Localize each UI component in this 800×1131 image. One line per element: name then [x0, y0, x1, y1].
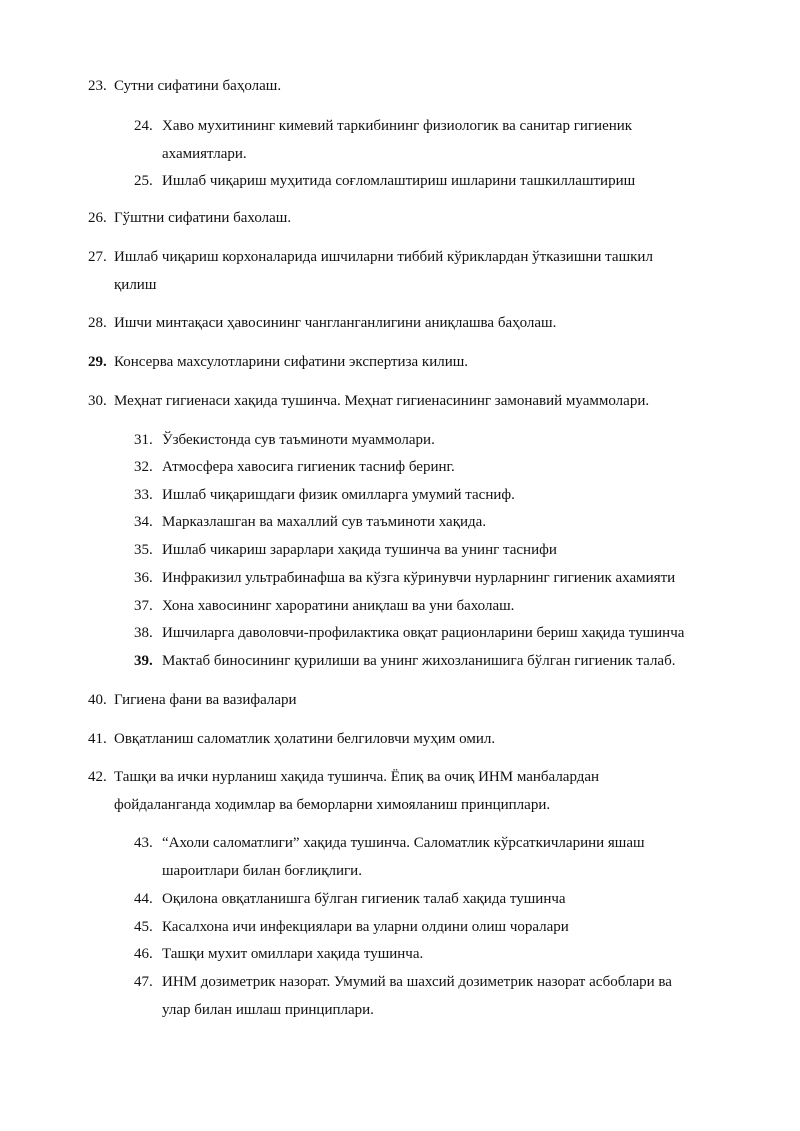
item-number: 27.	[88, 249, 107, 265]
item-number: 47.	[134, 974, 153, 990]
item-text: Гўштни сифатини бахолаш.	[114, 210, 292, 226]
item-text: Консерва махсулотларини сифатини экспертиза килиш.	[114, 354, 469, 370]
item-text: улар билан ишлаш принциплари.	[162, 1002, 374, 1018]
item-number: 36.	[134, 570, 153, 586]
item-number: 40.	[88, 692, 107, 708]
item-text: Ишлаб чиқариш муҳитида соғломлаштириш ишларини ташкиллаштириш	[162, 173, 636, 189]
item-text: Марказлашган ва махаллий сув таъминоти хақида.	[162, 514, 487, 530]
item-text: қилиш	[114, 277, 157, 293]
item-text: Ташқи мухит омиллари хақида тушинча.	[162, 946, 424, 962]
item-number: 28.	[88, 315, 107, 331]
item-number: 29.	[88, 354, 107, 370]
item-number: 42.	[88, 769, 107, 785]
item-number: 38.	[134, 625, 153, 641]
item-text: Ишлаб чикариш зарарлари хақида тушинча ва унинг таснифи	[162, 542, 557, 558]
item-text: Оқилона овқатланишга бўлган гигиеник талаб хақида тушинча	[162, 891, 566, 907]
item-text: ИНМ дозиметрик назорат. Умумий ва шахсий дозиметрик назорат асбоблари ва	[162, 974, 672, 990]
item-number: 45.	[134, 919, 153, 935]
item-text: Овқатланиш саломатлик ҳолатини белгиловчи муҳим омил.	[114, 731, 496, 747]
item-number: 32.	[134, 459, 153, 475]
item-number: 43.	[134, 835, 153, 851]
item-number: 33.	[134, 487, 153, 503]
item-text: Касалхона ичи инфекциялари ва уларни олдини олиш чоралари	[162, 919, 569, 935]
item-text: Ташқи ва ички нурланиш хақида тушинча. Ёпиқ ва очиқ ИНМ манбалардан	[114, 769, 600, 785]
item-number: 31.	[134, 432, 153, 448]
item-text: Хаво мухитининг кимевий таркибининг физиологик ва санитар гигиеник	[162, 118, 633, 134]
item-text: Инфракизил ультрабинафша ва кўзга кўринувчи нурларнинг гигиеник ахамияти	[162, 570, 676, 586]
item-text: Хона хавосининг хароратини аниқлаш ва уни бахолаш.	[162, 598, 515, 614]
item-text: “Ахоли саломатлиги” хақида тушинча. Саломатлик кўрсаткичларини яшаш	[162, 835, 645, 851]
item-text: Меҳнат гигиенаси хақида тушинча. Меҳнат гигиенасининг замонавий муаммолари.	[114, 393, 650, 409]
item-number: 25.	[134, 173, 153, 189]
item-text: Ишчи минтақаси ҳавосининг чангланганлигини аниқлашва баҳолаш.	[114, 315, 557, 331]
item-number: 39.	[134, 653, 153, 669]
item-text: фойдаланганда ходимлар ва беморларни химояланиш принциплари.	[114, 797, 551, 813]
item-text: Мактаб биносининг қурилиши ва унинг жихозланишига бўлган гигиеник талаб.	[162, 653, 676, 669]
item-number: 41.	[88, 731, 107, 747]
item-number: 35.	[134, 542, 153, 558]
item-text: Ишчиларга даволовчи-профилактика овқат рационларини бериш хақида тушинча	[162, 625, 685, 641]
item-text: Ўзбекистонда сув таъминоти муаммолари.	[162, 432, 435, 448]
item-text: Гигиена фани ва вазифалари	[114, 692, 297, 708]
item-number: 26.	[88, 210, 107, 226]
item-number: 23.	[88, 78, 107, 94]
item-text: Ишлаб чиқаришдаги физик омилларга умумий тасниф.	[162, 487, 515, 503]
item-text: ахамиятлари.	[162, 146, 247, 162]
item-text: Сутни сифатини баҳолаш.	[114, 78, 282, 94]
item-number: 46.	[134, 946, 153, 962]
item-text: Атмосфера хавосига гигиеник тасниф беринг.	[162, 459, 455, 475]
item-text: Ишлаб чиқариш корхоналарида ишчиларни тиббий кўриклардан ўтказишни ташкил	[114, 249, 653, 265]
item-number: 34.	[134, 514, 153, 530]
item-number: 24.	[134, 118, 153, 134]
item-text: шароитлари билан боғлиқлиги.	[162, 863, 362, 879]
item-number: 30.	[88, 393, 107, 409]
item-number: 37.	[134, 598, 153, 614]
item-number: 44.	[134, 891, 153, 907]
